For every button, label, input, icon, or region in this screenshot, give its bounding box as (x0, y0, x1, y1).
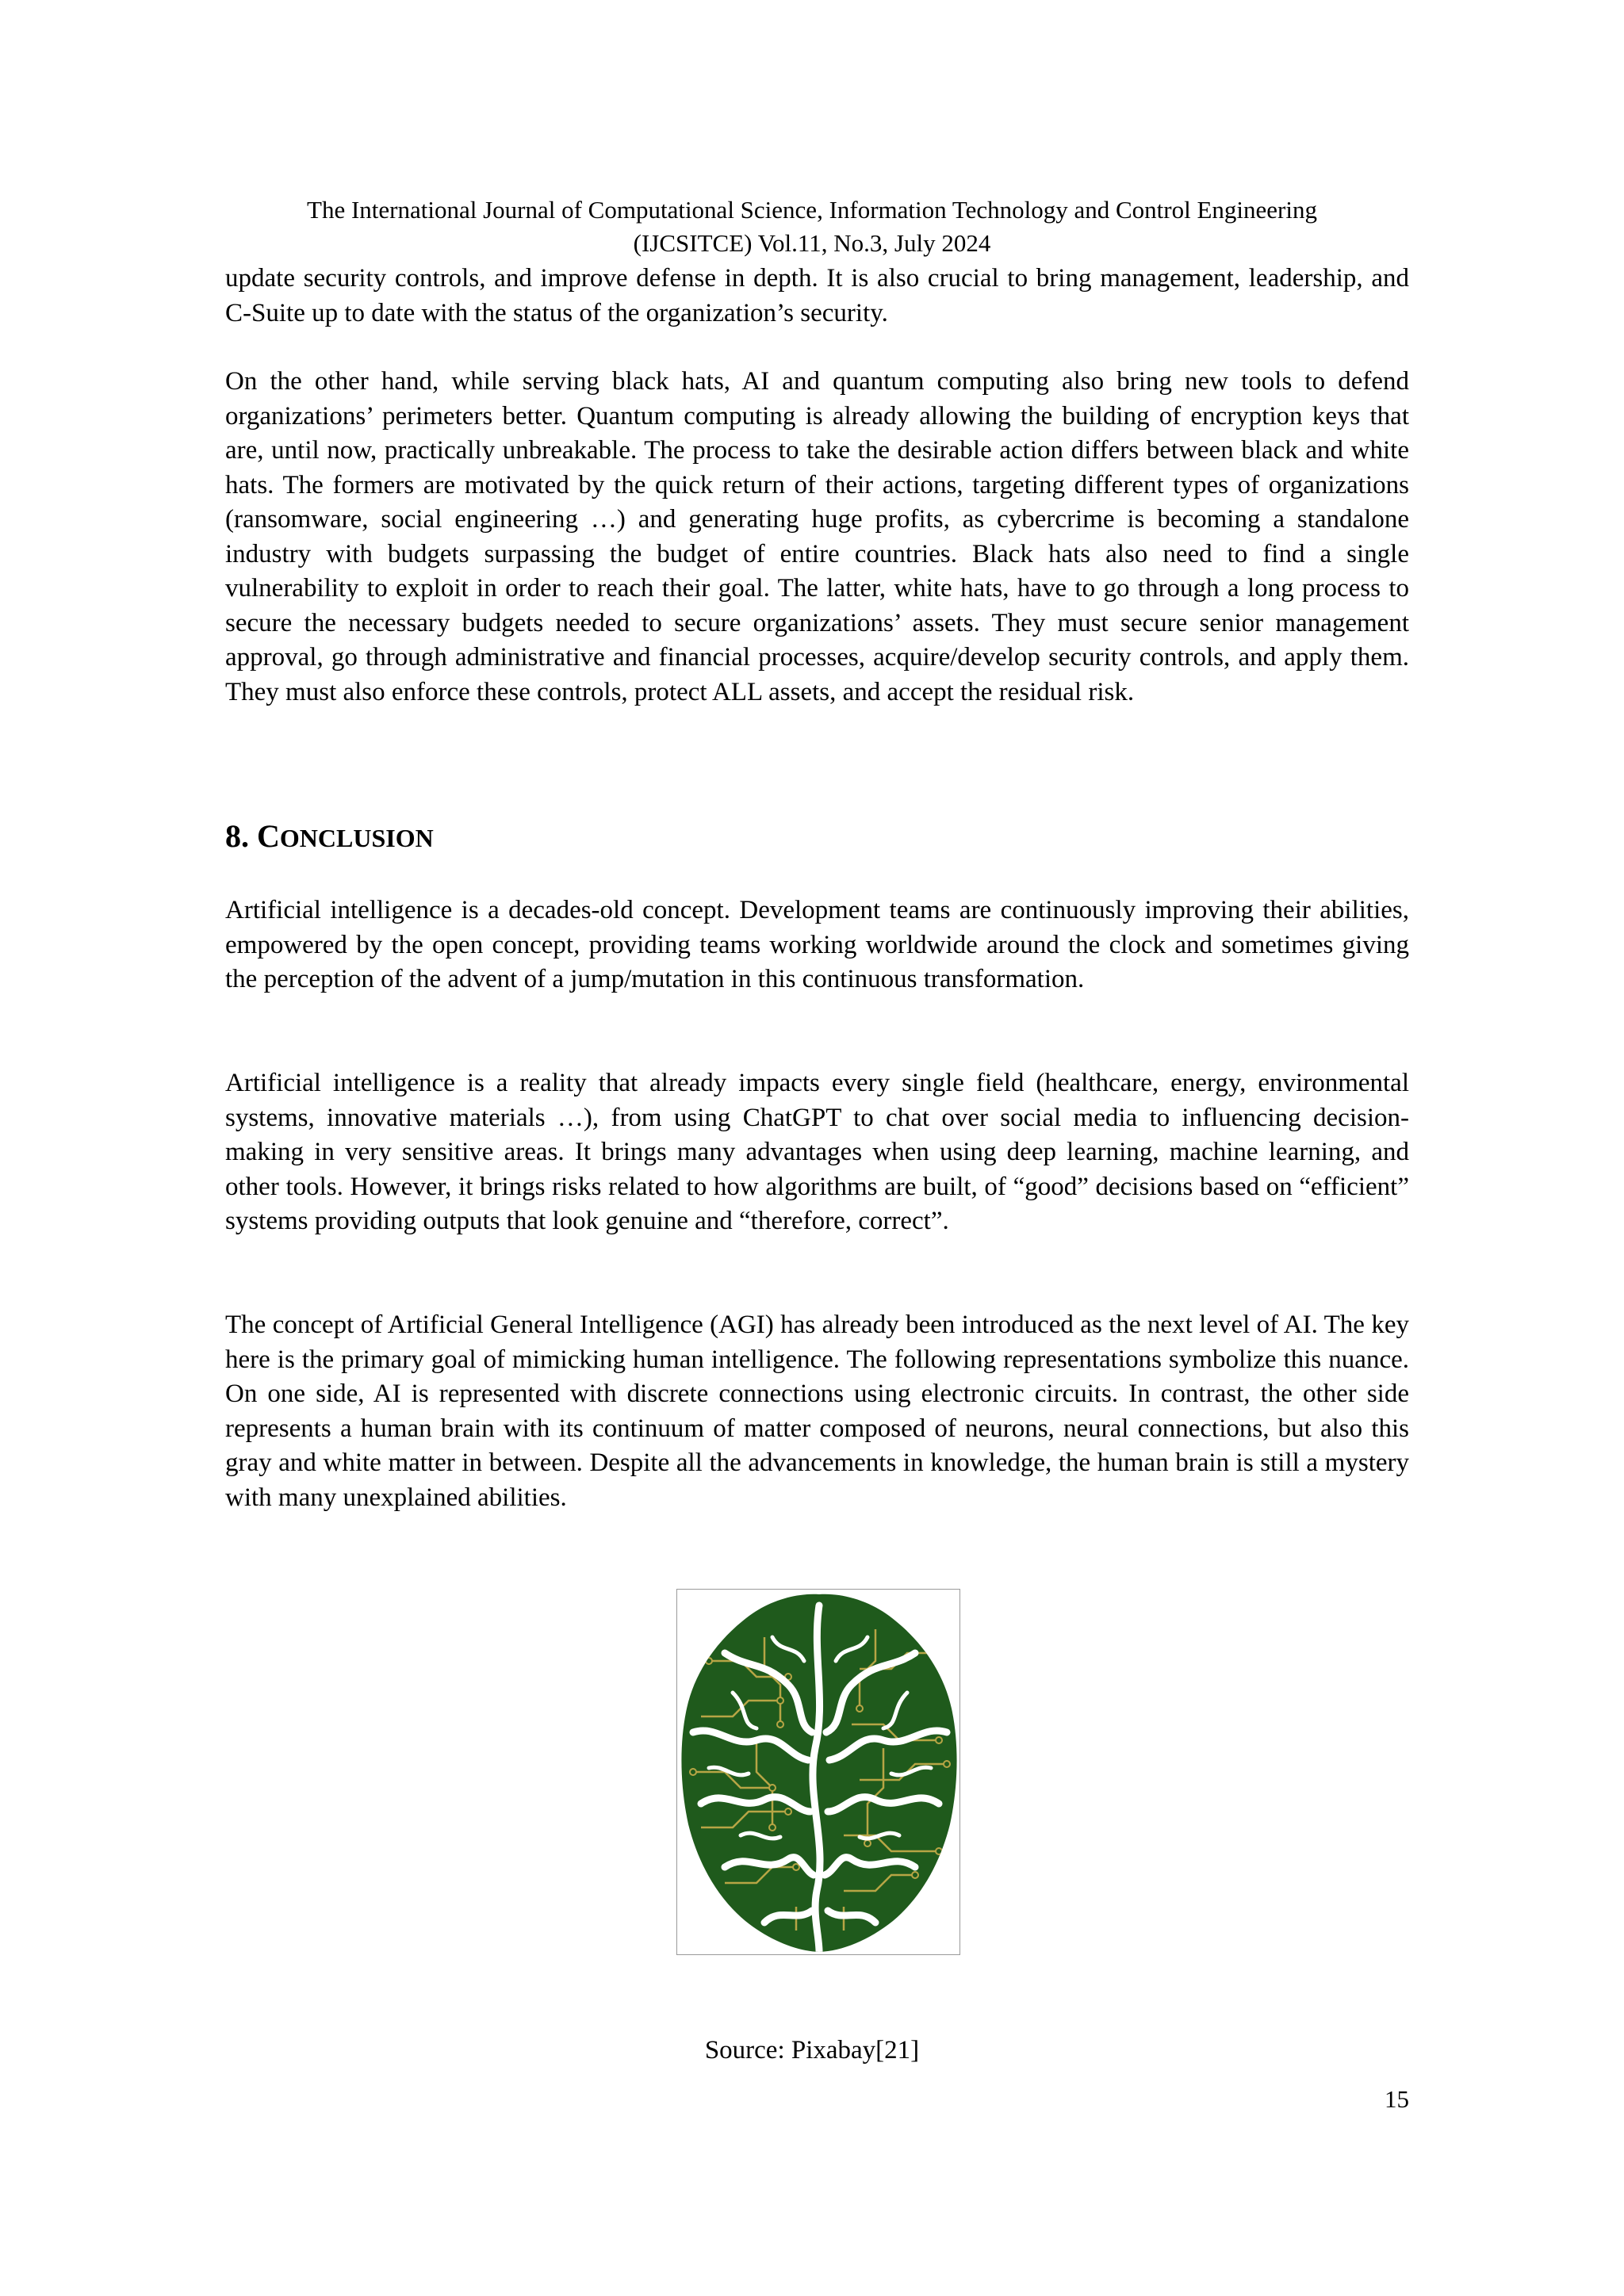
paragraph-black-white-hats: On the other hand, while serving black hats, AI and quantum computing also bring new tools to defend organizations’ perimeters better. Quantum computing is already allowing the building of encryption keys that are, until now, practically unbreakable. The process to take the desirable action differs between black and white hats. The formers are motivated by the quick return of their actions, targeting different types of organizations (ransomware, social engineering …) and generating huge profits, as cybercrime is becoming a standalone industry with budgets surpassing the budget of entire countries. Black hats also need to find a single vulnerability to exploit in order to reach their goal. The latter, white hats, have to go through a long process to secure the necessary budgets needed to secure organizations’ assets. They must secure senior management approval, go through administrative and financial processes, acquire/develop security controls, and apply them. They must also enforce these controls, protect ALL assets, and accept the residual risk. (225, 367, 1409, 706)
section-number: 8. (225, 818, 257, 854)
running-header (0, 193, 1624, 260)
journal-title: The International Journal of Computational Science, Information Technology and Control Engineering (307, 196, 1317, 224)
figure-circuit-brain (676, 1589, 960, 1955)
page-number: 15 (1385, 2085, 1409, 2113)
journal-issue: (IJCSITCE) Vol.11, No.3, July 2024 (633, 229, 991, 257)
circuit-brain-icon (677, 1590, 961, 1956)
figure-caption: Source: Pixabay[21] (704, 2036, 920, 2064)
paragraph-conclusion-1: Artificial intelligence is a decades-old concept. Development teams are continuously improving their abilities, empowered by the open concept, providing teams working worldwide around the clock and sometimes giving the perception of the advent of a jump/mutation in this continuous transformation. (225, 896, 1409, 993)
paragraph-conclusion-3: The concept of Artificial General Intelligence (AGI) has already been introduced as the next level of AI. The key here is the primary goal of mimicking human intelligence. The following representations symbolize this nuance. On one side, AI is represented with discrete connections using electronic circuits. In contrast, the other side represents a human brain with its continuum of matter composed of neurons, neural connections, but also this gray and white matter in between. Despite all the advancements in knowledge, the human brain is still a mystery with many unexplained abilities. (225, 1311, 1409, 1512)
section-title-initial: C (257, 818, 280, 854)
paragraph-conclusion-2: Artificial intelligence is a reality that already impacts every single field (healthcare, energy, environmental systems, innovative materials …), from using ChatGPT to chat over social media to influencing decision-making in very sensitive areas. It brings many advantages when using deep learning, machine learning, and other tools. However, it brings risks related to how algorithms are built, of “good” decisions based on “efficient” systems providing outputs that look genuine and “therefore, correct”. (225, 1069, 1409, 1235)
paragraph-continuation: update security controls, and improve defense in depth. It is also crucial to bring management, leadership, and C-Suite up to date with the status of the organization’s security. (225, 264, 1409, 327)
section-title-rest: ONCLUSION (279, 824, 434, 852)
section-heading-conclusion (225, 817, 434, 858)
